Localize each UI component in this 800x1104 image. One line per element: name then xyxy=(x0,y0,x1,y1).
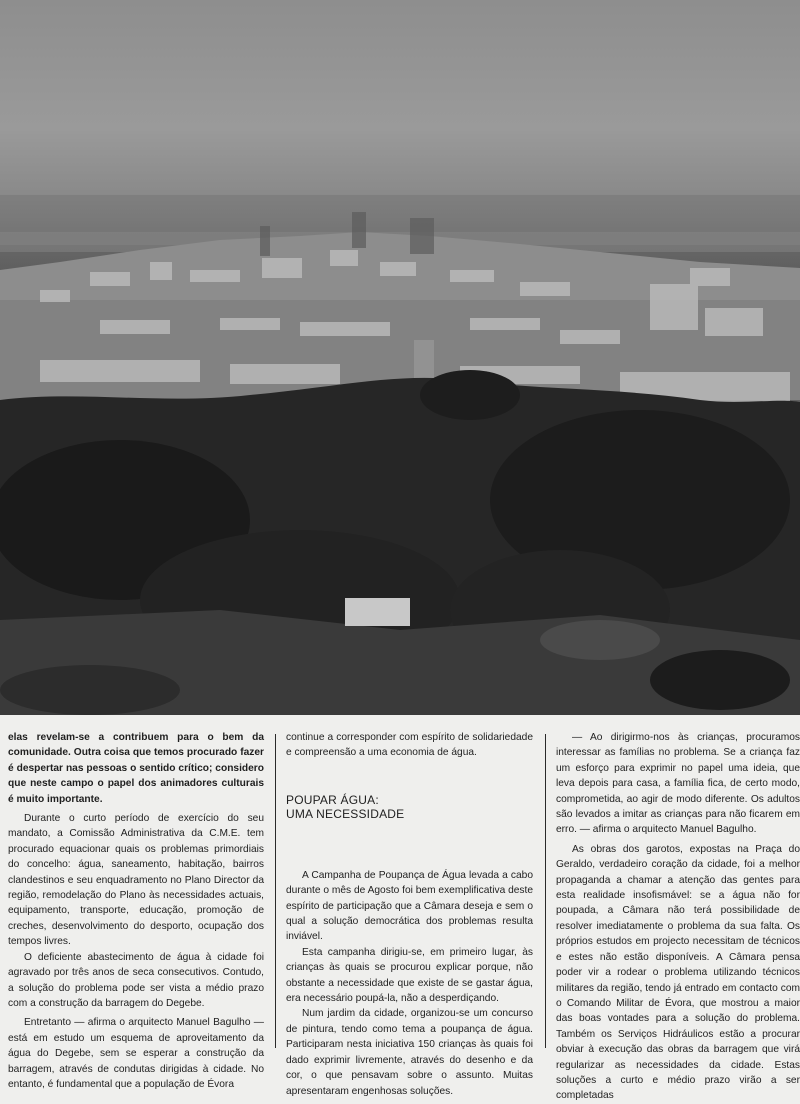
section-heading-line-1: POUPAR ÁGUA: xyxy=(286,792,379,807)
article-column-1 xyxy=(8,730,264,1090)
column2-paragraph-4: Num jardim da cidade, organizou-se um concurso de pintura, tendo como tema a poupança de água. Participaram nesta iniciativa 150 crianças às quais foi dado exprimir livremente, através do desenho e da cor, o que pensavam sobre o assunto. Muitas apresentaram engenhosas soluções. xyxy=(286,1008,533,1097)
column2-paragraph-2: A Campanha de Poupança de Água levada a cabo durante o mês de Agosto foi bem exemplificativa deste espírito de participação que a Câmara deseja e sem o qual a solução democrática dos problemas resulta inviável. xyxy=(286,869,533,943)
column2-paragraph-3: Esta campanha dirigiu-se, em primeiro lugar, às crianças às quais se procurou explicar porque, não obstante a necessidade que existe de se gastar água, era necessário poupá-la, não a desperdiçando. xyxy=(286,946,533,1005)
article-columns xyxy=(0,730,800,1102)
article-column-3 xyxy=(556,730,800,1102)
section-heading-line-2: UMA NECESSIDADE xyxy=(286,807,405,822)
section-heading xyxy=(286,793,533,822)
column1-paragraph-2: Durante o curto período de exercício do seu mandato, a Comissão Administrativa da C.M.E. tem procurado equacionar quais os problemas primordiais do concelho: água, saneamento, habitação, bairros clandestinos e seu enquadramento no Plano Director da região, remodelação do Plano às necessidades actuais, equipamento, transporte, educação, promoção de creches, desenvolvimento do desporto, ocupação dos tempos livres. xyxy=(8,813,264,948)
column1-paragraph-4: Entretanto — afirma o arquitecto Manuel Bagulho — está em estudo um esquema de aproveitamento da água do Degebe, sem se esperar a construção da barragem, através de condutas dirigidas à cidade. No entanto, é fundamental que a população de Évora xyxy=(8,1017,264,1090)
column1-paragraph-3: O deficiente abastecimento de água à cidade foi agravado por três anos de seca consecutivos. Contudo, a solução do problema pode ser vista a médio prazo com a construção da barragem do Degebe. xyxy=(8,951,264,1009)
column3-paragraph-1: — Ao dirigirmo-nos às crianças, procuramos interessar as famílias no problema. Se a criança faz um esforço para exprimir no papel uma ideia, que leva depois para casa, a família fica, de certo modo, comprometida, ao agir de modo diferente. Os adultos são levados a imitar as crianças para não ficarem em erro. — afirma o arquitecto Manuel Bagulho. xyxy=(556,732,800,836)
column1-paragraph-1: elas revelam-se a contribuem para o bem da comunidade. Outra coisa que temos procurado fazer é despertar nas pessoas o sentido crítico; considero que neste campo o papel dos animadores culturais é muito importante. xyxy=(8,732,264,805)
article-column-2 xyxy=(286,730,533,1097)
column2-paragraph-1: continue a corresponder com espírito de solidariedade e compreensão a uma economia de água. xyxy=(286,732,533,759)
column3-paragraph-2: As obras dos garotos, expostas na Praça do Geraldo, verdadeiro coração da cidade, foi a melhor propaganda a chamar a atenção das gentes para esta realidade insofismável: se a água não for poupada, a Câmara não terá possibilidade de resolver imediatamente o problema da sua falta. Os próprios estudos em projecto necessitam de técnicos e estes não estão disponíveis. A Câmara pensa poder vir a rodear o problema utilizando técnicos militares da região, tendo já entrado em contacto com o Comando Militar de Évora, que mostrou a maior das boas vontades para a solução do problema. Também os Serviços Hidráulicos estão a procurar obviar à execução das obras da barragem que virá regularizar as necessidades da cidade. Estas soluções a curto e médio prazo virão a ser completadas xyxy=(556,843,800,1102)
